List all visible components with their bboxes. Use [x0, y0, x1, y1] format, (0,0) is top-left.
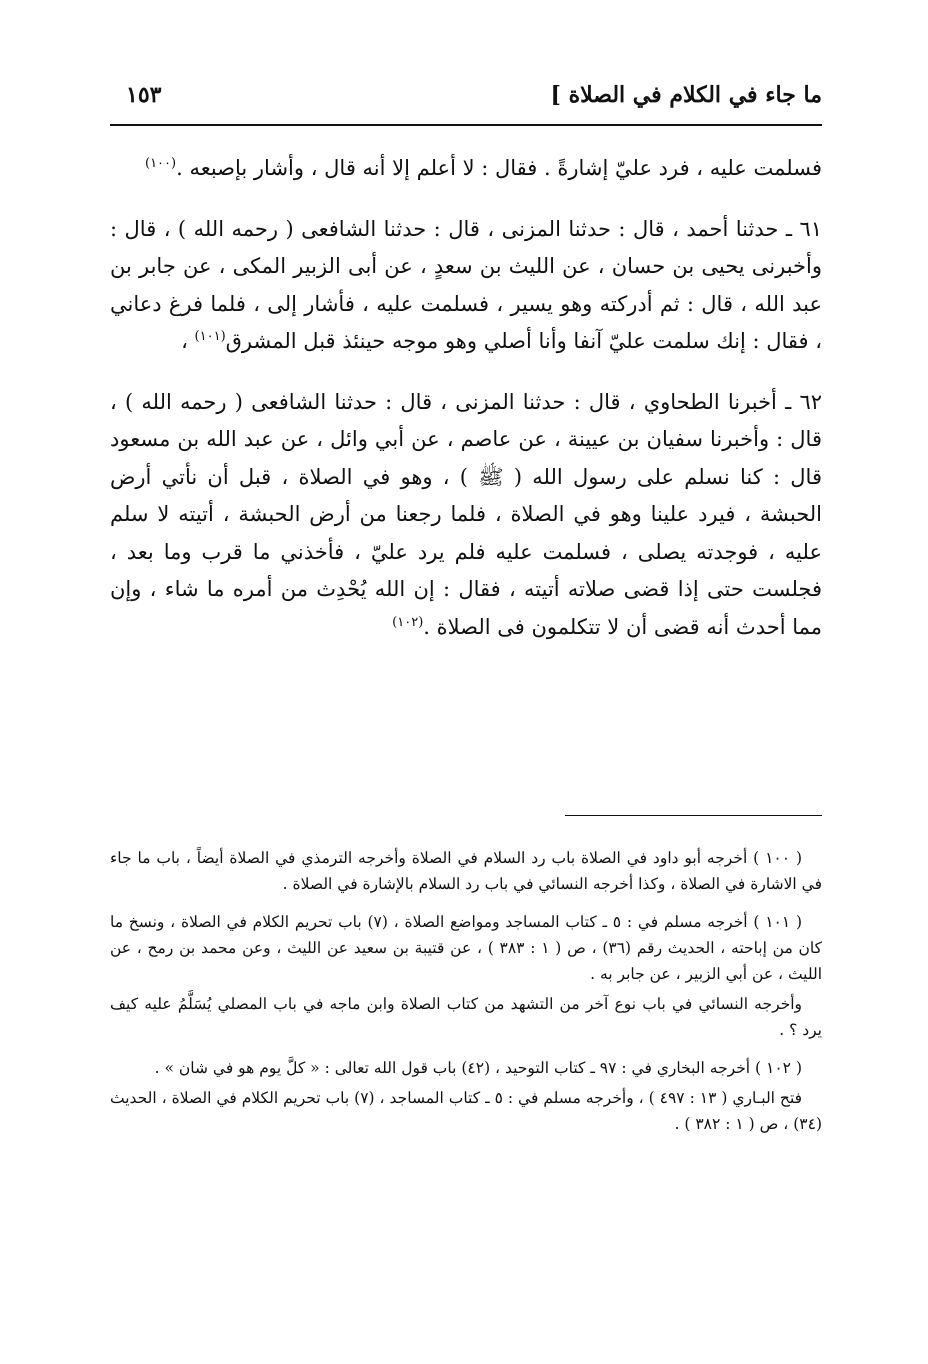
footnote-ref: (١٠٠) — [144, 156, 177, 171]
footnote — [110, 845, 822, 897]
footnotes — [110, 845, 822, 1137]
footnote-number: ( ١٠١ ) — [753, 913, 802, 931]
footnote-ref: (١٠١) — [194, 329, 226, 344]
footnote — [110, 1055, 822, 1137]
footnote — [110, 909, 822, 1043]
footnote-divider — [565, 815, 822, 816]
paragraph-text: ٦١ ـ حدثنا أحمد ، قال : حدثنا المزنى ، قال : حدثنا الشافعى ( رحمه الله ) ، قال : وأخبرنى يحيى بن حسان ، عن الليث بن سعدٍ ، عن أبى الزبير المكى ، عن جابر بن عبد الله ، قال : ثم أدركته وهو يسير ، فسلمت عليه ، فأشار إلى ، فلما فرغ دعاني ، فقال : إنك سلمت عليّ آنفا وأنا أصلي وهو موجه حينئذ قبل المشرق — [110, 216, 822, 353]
page-number: ١٥٣ — [126, 82, 162, 108]
footnote-extra: فتح البـاري ( ١٣ : ٤٩٧ ) ، وأخرجه مسلم في : ٥ ـ كتاب المساجد ، (٧) باب تحريم الكلام في الصلاة ، الحديث (٣٤) ، ص ( ١ : ٣٨٢ ) . — [110, 1089, 822, 1133]
main-text — [110, 150, 822, 646]
footnote-text: أخرجه البخاري في : ٩٧ ـ كتاب التوحيد ، (٤٢) باب قول الله تعالى : « كلَّ يوم هو في شان » . — [154, 1059, 751, 1077]
paragraph — [110, 150, 822, 188]
paragraph — [110, 384, 822, 647]
footnote-ref: (١٠٢) — [392, 614, 424, 630]
footnote-number: ( ١٠٢ ) — [755, 1059, 802, 1077]
paragraph-text: فسلمت عليه ، فرد عليّ إشارةً . فقال : لا أعلم إلا أنه قال ، وأشار بإصبعه . — [176, 156, 822, 180]
running-header — [110, 82, 822, 122]
paragraph-text: ٦٢ ـ أخبرنا الطحاوي ، قال : حدثنا المزنى ، قال : حدثنا الشافعى ( رحمه الله ) ، قال : وأخبرنا سفيان بن عيينة ، عن عاصم ، عن أبي وائل ، عن عبد الله بن مسعود قال : كنا نسلم على رسول الله ( ﷺ ) ، وهو في الصلاة ، قبل أن نأتي أرض الحبشة ، فيرد علينا وهو في الصلاة ، فلما رجعنا من أرض الحبشة ، أتيته لا سلم عليه ، فوجدته يصلى ، فسلمت عليه فلم يرد عليّ ، فأخذني ما قرب وما بعد ، فجلست حتى إذا قضى صلاته أتيته ، فقال : إن الله يُحْدِث من أمره ما شاء ، وإن مما أحدث أنه قضى أن لا تتكلمون فى الصلاة . — [110, 389, 822, 639]
footnote-text: أخرجه أبو داود في الصلاة باب رد السلام في الصلاة وأخرجه الترمذي في الصلاة أيضاً ، باب ما جاء في الاشارة في الصلاة ، وكذا أخرجه النسائي في باب رد السلام بالإشارة في الصلاة . — [110, 849, 822, 893]
header-divider — [110, 124, 822, 126]
footnote-text: أخرجه مسلم في : ٥ ـ كتاب المساجد ومواضع الصلاة ، (٧) باب تحريم الكلام في الصلاة ، ونسخ ما كان من إباحته ، الحديث رقم (٣٦) ، ص ( ١ : ٣٨٣ ) ، عن قتيبة بن سعيد عن الليث ، وعن محمد بن رمح ، عن الليث ، عن أبي الزبير ، عن جابر به . — [110, 913, 823, 983]
paragraph-tail: ، — [181, 329, 195, 353]
chapter-title: ما جاء في الكلام في الصلاة ] — [550, 82, 822, 108]
footnote-number: ( ١٠٠ ) — [753, 849, 802, 867]
paragraph — [110, 211, 822, 361]
footnote-extra: وأخرجه النسائي في باب نوع آخر من التشهد من كتاب الصلاة وابن ماجه في باب المصلي يُسَلَّمُ عليه كيف يرد ؟ . — [110, 995, 822, 1039]
